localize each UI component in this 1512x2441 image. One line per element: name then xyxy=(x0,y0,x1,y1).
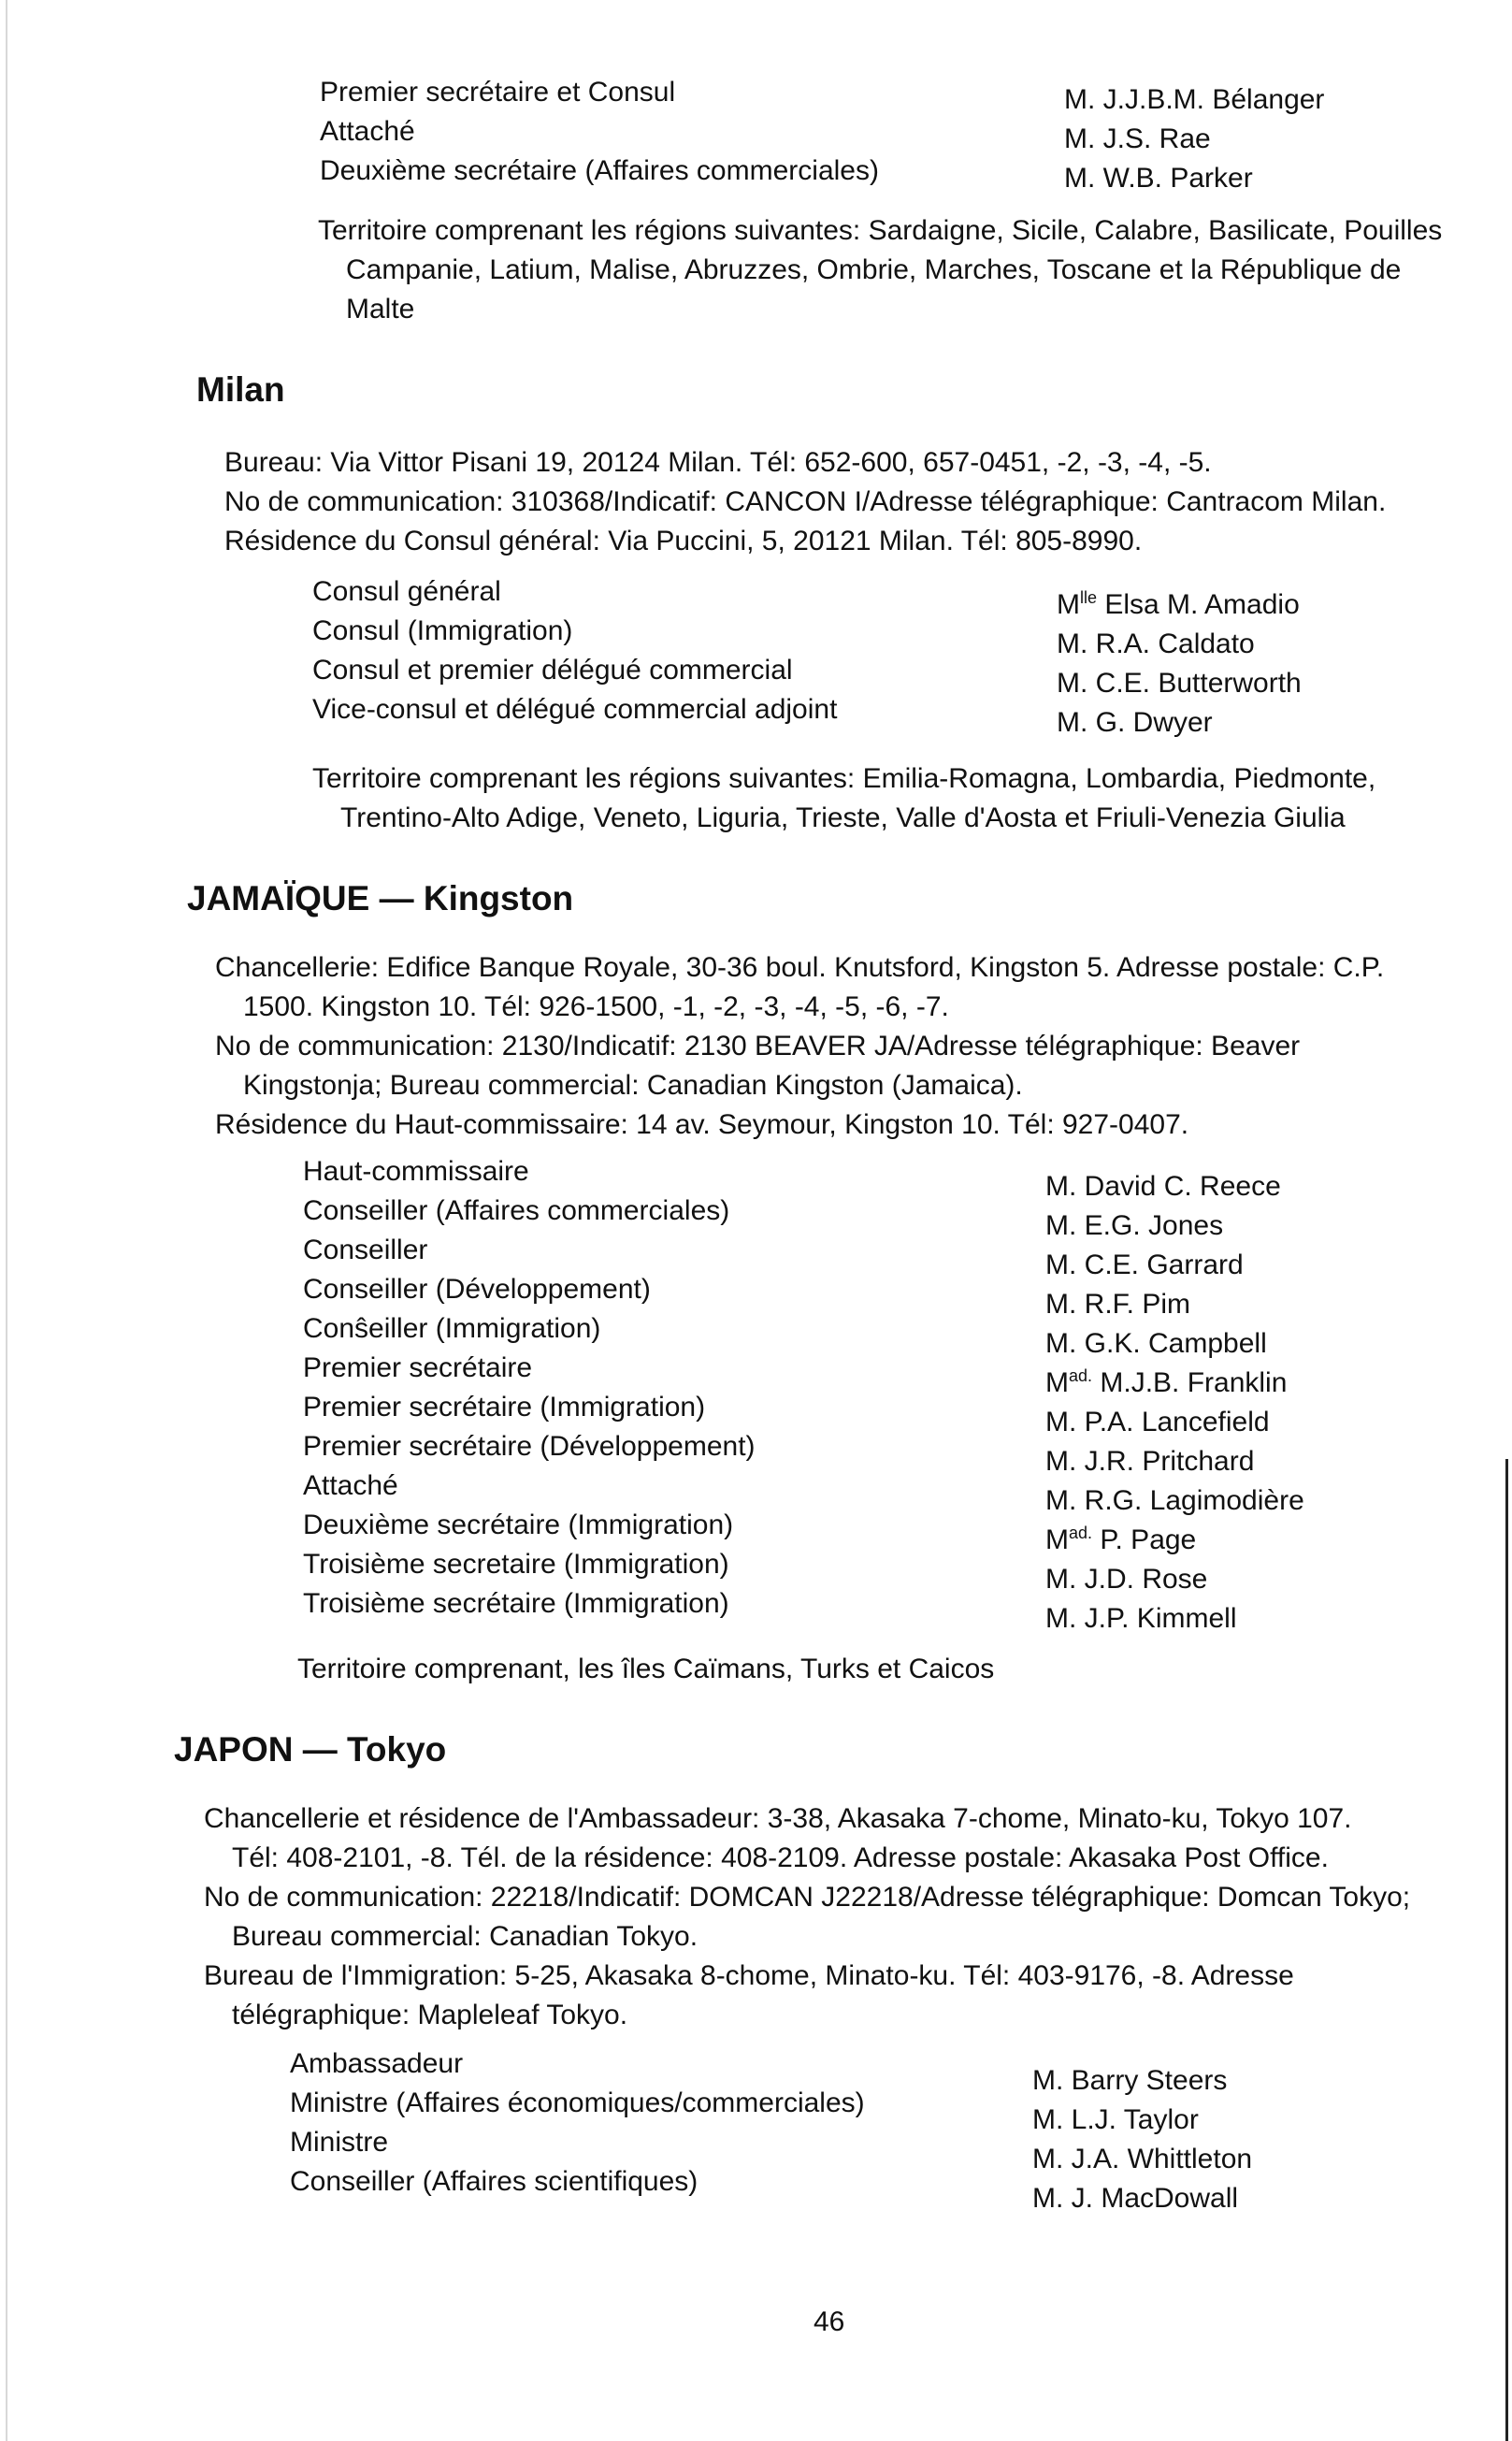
staff-name: M. R.F. Pim xyxy=(1045,1289,1190,1320)
staff-role: Conseiller (Développement) xyxy=(303,1274,651,1305)
staff-role: Conseiller (Affaires scientifiques) xyxy=(290,2166,698,2197)
staff-name: M. J.J.B.M. Bélanger xyxy=(1064,84,1325,115)
section-heading-jamaique: JAMAÏQUE — Kingston xyxy=(187,879,574,917)
rome-staff-roles xyxy=(320,73,879,191)
jamaique-staff-names xyxy=(1045,1167,1304,1639)
staff-name: M. J.A. Whittleton xyxy=(1032,2144,1253,2174)
staff-name: M. W.B. Parker xyxy=(1064,163,1253,194)
staff-role: Consul général xyxy=(312,576,501,607)
jamaique-staff-roles xyxy=(303,1152,756,1624)
staff-role: Troisième secretaire (Immigration) xyxy=(303,1549,729,1580)
staff-role: Conŝeiller (Immigration) xyxy=(303,1313,601,1344)
jamaique-territory: Territoire comprenant, les îles Caïmans, Turks et Caicos xyxy=(297,1654,995,1684)
staff-name: M. P.A. Lancefield xyxy=(1045,1407,1270,1437)
staff-role: Haut-commissaire xyxy=(303,1156,529,1187)
staff-name: $M^{ad.}$ M.J.B. Franklin xyxy=(1045,1366,1288,1398)
milan-territory: Territoire comprenant les régions suivantes: Emilia-Romagna, Lombardia, Piedmonte, Trentino-Alto Adige, Veneto, Liguria, Trieste, Valle d'Aosta et Friuli-Venezia Giulia xyxy=(312,763,1376,833)
staff-role: Premier secrétaire (Développement) xyxy=(303,1431,756,1462)
staff-name: M. G. Dwyer xyxy=(1057,707,1213,738)
japon-staff-roles xyxy=(290,2044,865,2202)
section-heading-japon: JAPON — Tokyo xyxy=(174,1730,447,1769)
page-number: 46 xyxy=(814,2306,845,2337)
staff-name: M. L.J. Taylor xyxy=(1032,2104,1199,2135)
section-heading-milan: Milan xyxy=(196,370,285,409)
staff-name: M. J.S. Rae xyxy=(1064,123,1211,154)
milan-info: Bureau: Via Vittor Pisani 19, 20124 Milan. Tél: 652-600, 657-0451, -2, -3, -4, -5. No de communication: 310368/Indicatif: CANCON I/Adresse télégraphique: Cantracom Milan. Résidence du Consul général: Via Puccini, 5, 20121 Milan. Tél: 805-8990. xyxy=(224,447,1387,556)
staff-role: Consul (Immigration) xyxy=(312,615,573,646)
staff-role: Vice-consul et délégué commercial adjoint xyxy=(312,694,838,725)
staff-name: M. J.P. Kimmell xyxy=(1045,1603,1237,1634)
staff-name: M. C.E. Butterworth xyxy=(1057,668,1302,699)
staff-name: M. Barry Steers xyxy=(1032,2065,1228,2096)
staff-role: Ministre xyxy=(290,2127,389,2158)
japon-info: Chancellerie et résidence de l'Ambassadeur: 3-38, Akasaka 7-chome, Minato-ku, Tokyo 107. Tél: 408-2101, -8. Tél. de la résidence: 408-2109. Adresse postale: Akasaka Post Office. No de communication: 22218/Indicatif: DOMCAN J22218/Adresse télégraphique: Domcan Tokyo; Bureau commercial: Canadian Tokyo. Bureau de l'Immigration: 5-25, Akasaka 8-chome, Minato-ku. Tél: 403-9176, -8. Adresse télégraphique: Mapleleaf Tokyo. xyxy=(204,1803,1411,2030)
staff-name: M. J. MacDowall xyxy=(1032,2183,1239,2214)
staff-role: Conseiller xyxy=(303,1235,428,1265)
rome-staff-names xyxy=(1064,80,1324,198)
staff-role: Attaché xyxy=(320,116,415,147)
staff-role: Premier secrétaire (Immigration) xyxy=(303,1392,706,1423)
staff-role: Conseiller (Affaires commerciales) xyxy=(303,1195,730,1226)
staff-role: Consul et premier délégué commercial xyxy=(312,655,793,686)
staff-name: M. G.K. Campbell xyxy=(1045,1328,1267,1359)
staff-name: M. J.D. Rose xyxy=(1045,1564,1208,1595)
staff-name: M. R.G. Lagimodière xyxy=(1045,1485,1304,1516)
staff-name: M. C.E. Garrard xyxy=(1045,1249,1244,1280)
staff-role: Deuxième secrétaire (Immigration) xyxy=(303,1509,734,1540)
japon-staff-names xyxy=(1032,2061,1252,2218)
milan-staff-roles xyxy=(312,572,837,729)
staff-role: Attaché xyxy=(303,1470,398,1501)
staff-role: Ministre (Affaires économiques/commerciales) xyxy=(290,2087,865,2118)
staff-name: M. J.R. Pritchard xyxy=(1045,1446,1255,1477)
jamaique-info: Chancellerie: Edifice Banque Royale, 30-36 boul. Knutsford, Kingston 5. Adresse postale: C.P. 1500. Kingston 10. Tél: 926-1500, -1, -2, -3, -4, -5, -6, -7. No de communication: 2130/Indicatif: 2130 BEAVER JA/Adresse télégraphique: Beaver Kingstonja; Bureau commercial: Canadian Kingston (Jamaica). Résidence du Haut-commissaire: 14 av. Seymour, Kingston 10. Tél: 927-0407. xyxy=(215,952,1385,1140)
page-edge-shadow-right xyxy=(1505,1459,1508,2441)
staff-name: M. David C. Reece xyxy=(1045,1171,1281,1202)
staff-role: Premier secrétaire xyxy=(303,1352,533,1383)
page-edge-shadow xyxy=(6,0,7,2441)
staff-role: Premier secrétaire et Consul xyxy=(320,77,676,108)
staff-role: Troisième secrétaire (Immigration) xyxy=(303,1588,729,1619)
milan-staff-names xyxy=(1057,585,1302,743)
staff-name: M. E.G. Jones xyxy=(1045,1210,1224,1241)
staff-name: $M^{lle}$ Elsa M. Amadio xyxy=(1057,588,1300,620)
rome-territory: Territoire comprenant les régions suivantes: Sardaigne, Sicile, Calabre, Basilicate, Pouilles Campanie, Latium, Malise, Abruzzes, Ombrie, Marches, Toscane et la République de Malte xyxy=(318,215,1443,325)
staff-role: Deuxième secrétaire (Affaires commerciales) xyxy=(320,155,879,186)
staff-role: Ambassadeur xyxy=(290,2048,464,2079)
staff-name: $M^{ad.}$ P. Page xyxy=(1045,1524,1197,1555)
staff-name: M. R.A. Caldato xyxy=(1057,628,1255,659)
